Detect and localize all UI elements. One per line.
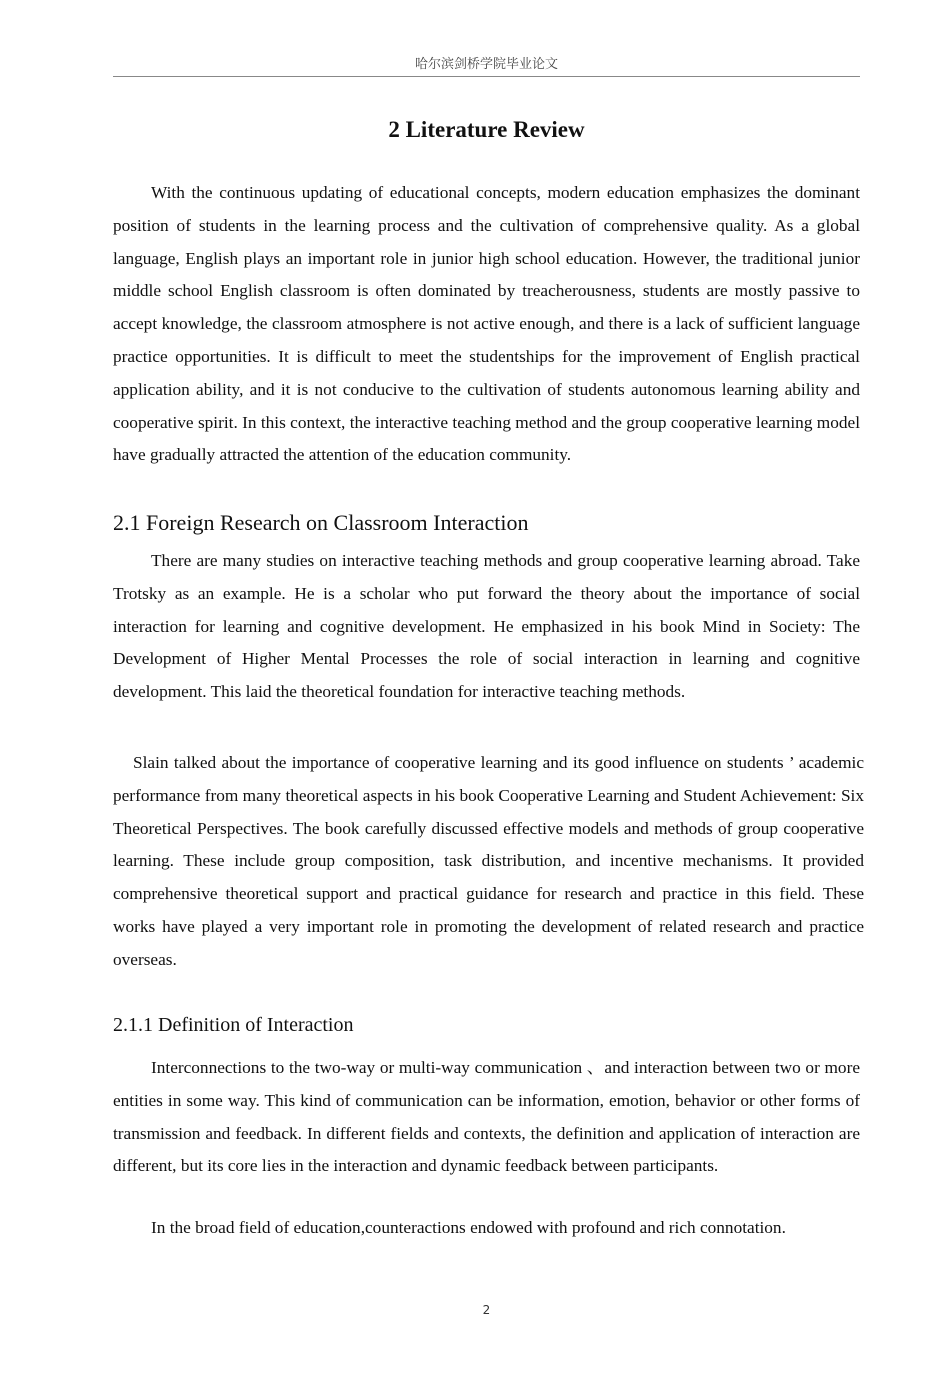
header-divider [113, 76, 860, 77]
section-title-2-1: 2.1 Foreign Research on Classroom Interaction [113, 510, 529, 535]
subsection-title-2-1-1: 2.1.1 Definition of Interaction [113, 1014, 354, 1036]
paragraph-definition-1: Interconnections to the two-way or multi-way communication 、and interaction between two or more entities in some way. This kind of communication can be information, emotion, behavior or other forms of transmission and feedback. In different fields and contexts, the definition and application of interaction are different, but its core lies in the interaction and dynamic feedback between participants. [113, 1058, 860, 1176]
chapter-title: 2 Literature Review [388, 117, 585, 142]
paragraph-foreign-research-2: Slain talked about the importance of cooperative learning and its good influence on students ’ academic performance from many theoretical aspects in his book Cooperative Learning and Student Achievement: Six Theoretical Perspectives. The book carefully discussed effective models and methods of group cooperative learning. These include group composition, task distribution, and incentive mechanisms. It provided comprehensive theoretical support and practical guidance for research and practice in this field. These works have played a very important role in promoting the development of related research and practice overseas. [113, 753, 864, 969]
paragraph-foreign-research-1: There are many studies on interactive teaching methods and group cooperative learning abroad. Take Trotsky as an example. He is a scholar who put forward the theory about the importance of social interaction for learning and cognitive development. He emphasized in his book Mind in Society: The Development of Higher Mental Processes the role of social interaction in learning and cognitive development. This laid the theoretical foundation for interactive teaching methods. [113, 551, 860, 702]
running-header: 哈尔滨剑桥学院毕业论文 [414, 57, 558, 72]
intro-paragraph: With the continuous updating of educational concepts, modern education emphasizes the dominant position of students in the learning process and the cultivation of comprehensive quality. As a global language, English plays an important role in junior high school education. However, the traditional junior middle school English classroom is often dominated by treacherousness, students are mostly passive to accept knowledge, the classroom atmosphere is not active enough, and there is a lack of sufficient language practice opportunities. It is difficult to meet the studentships for the improvement of English practical application ability, and it is not conducive to the cultivation of students autonomous learning ability and cooperative spirit. In this context, the interactive teaching method and the group cooperative learning model have gradually attracted the attention of the education community. [113, 183, 860, 465]
page-number: 2 [482, 1303, 491, 1317]
paragraph-definition-2: In the broad field of education,counteractions endowed with profound and rich connotation. [151, 1218, 786, 1237]
